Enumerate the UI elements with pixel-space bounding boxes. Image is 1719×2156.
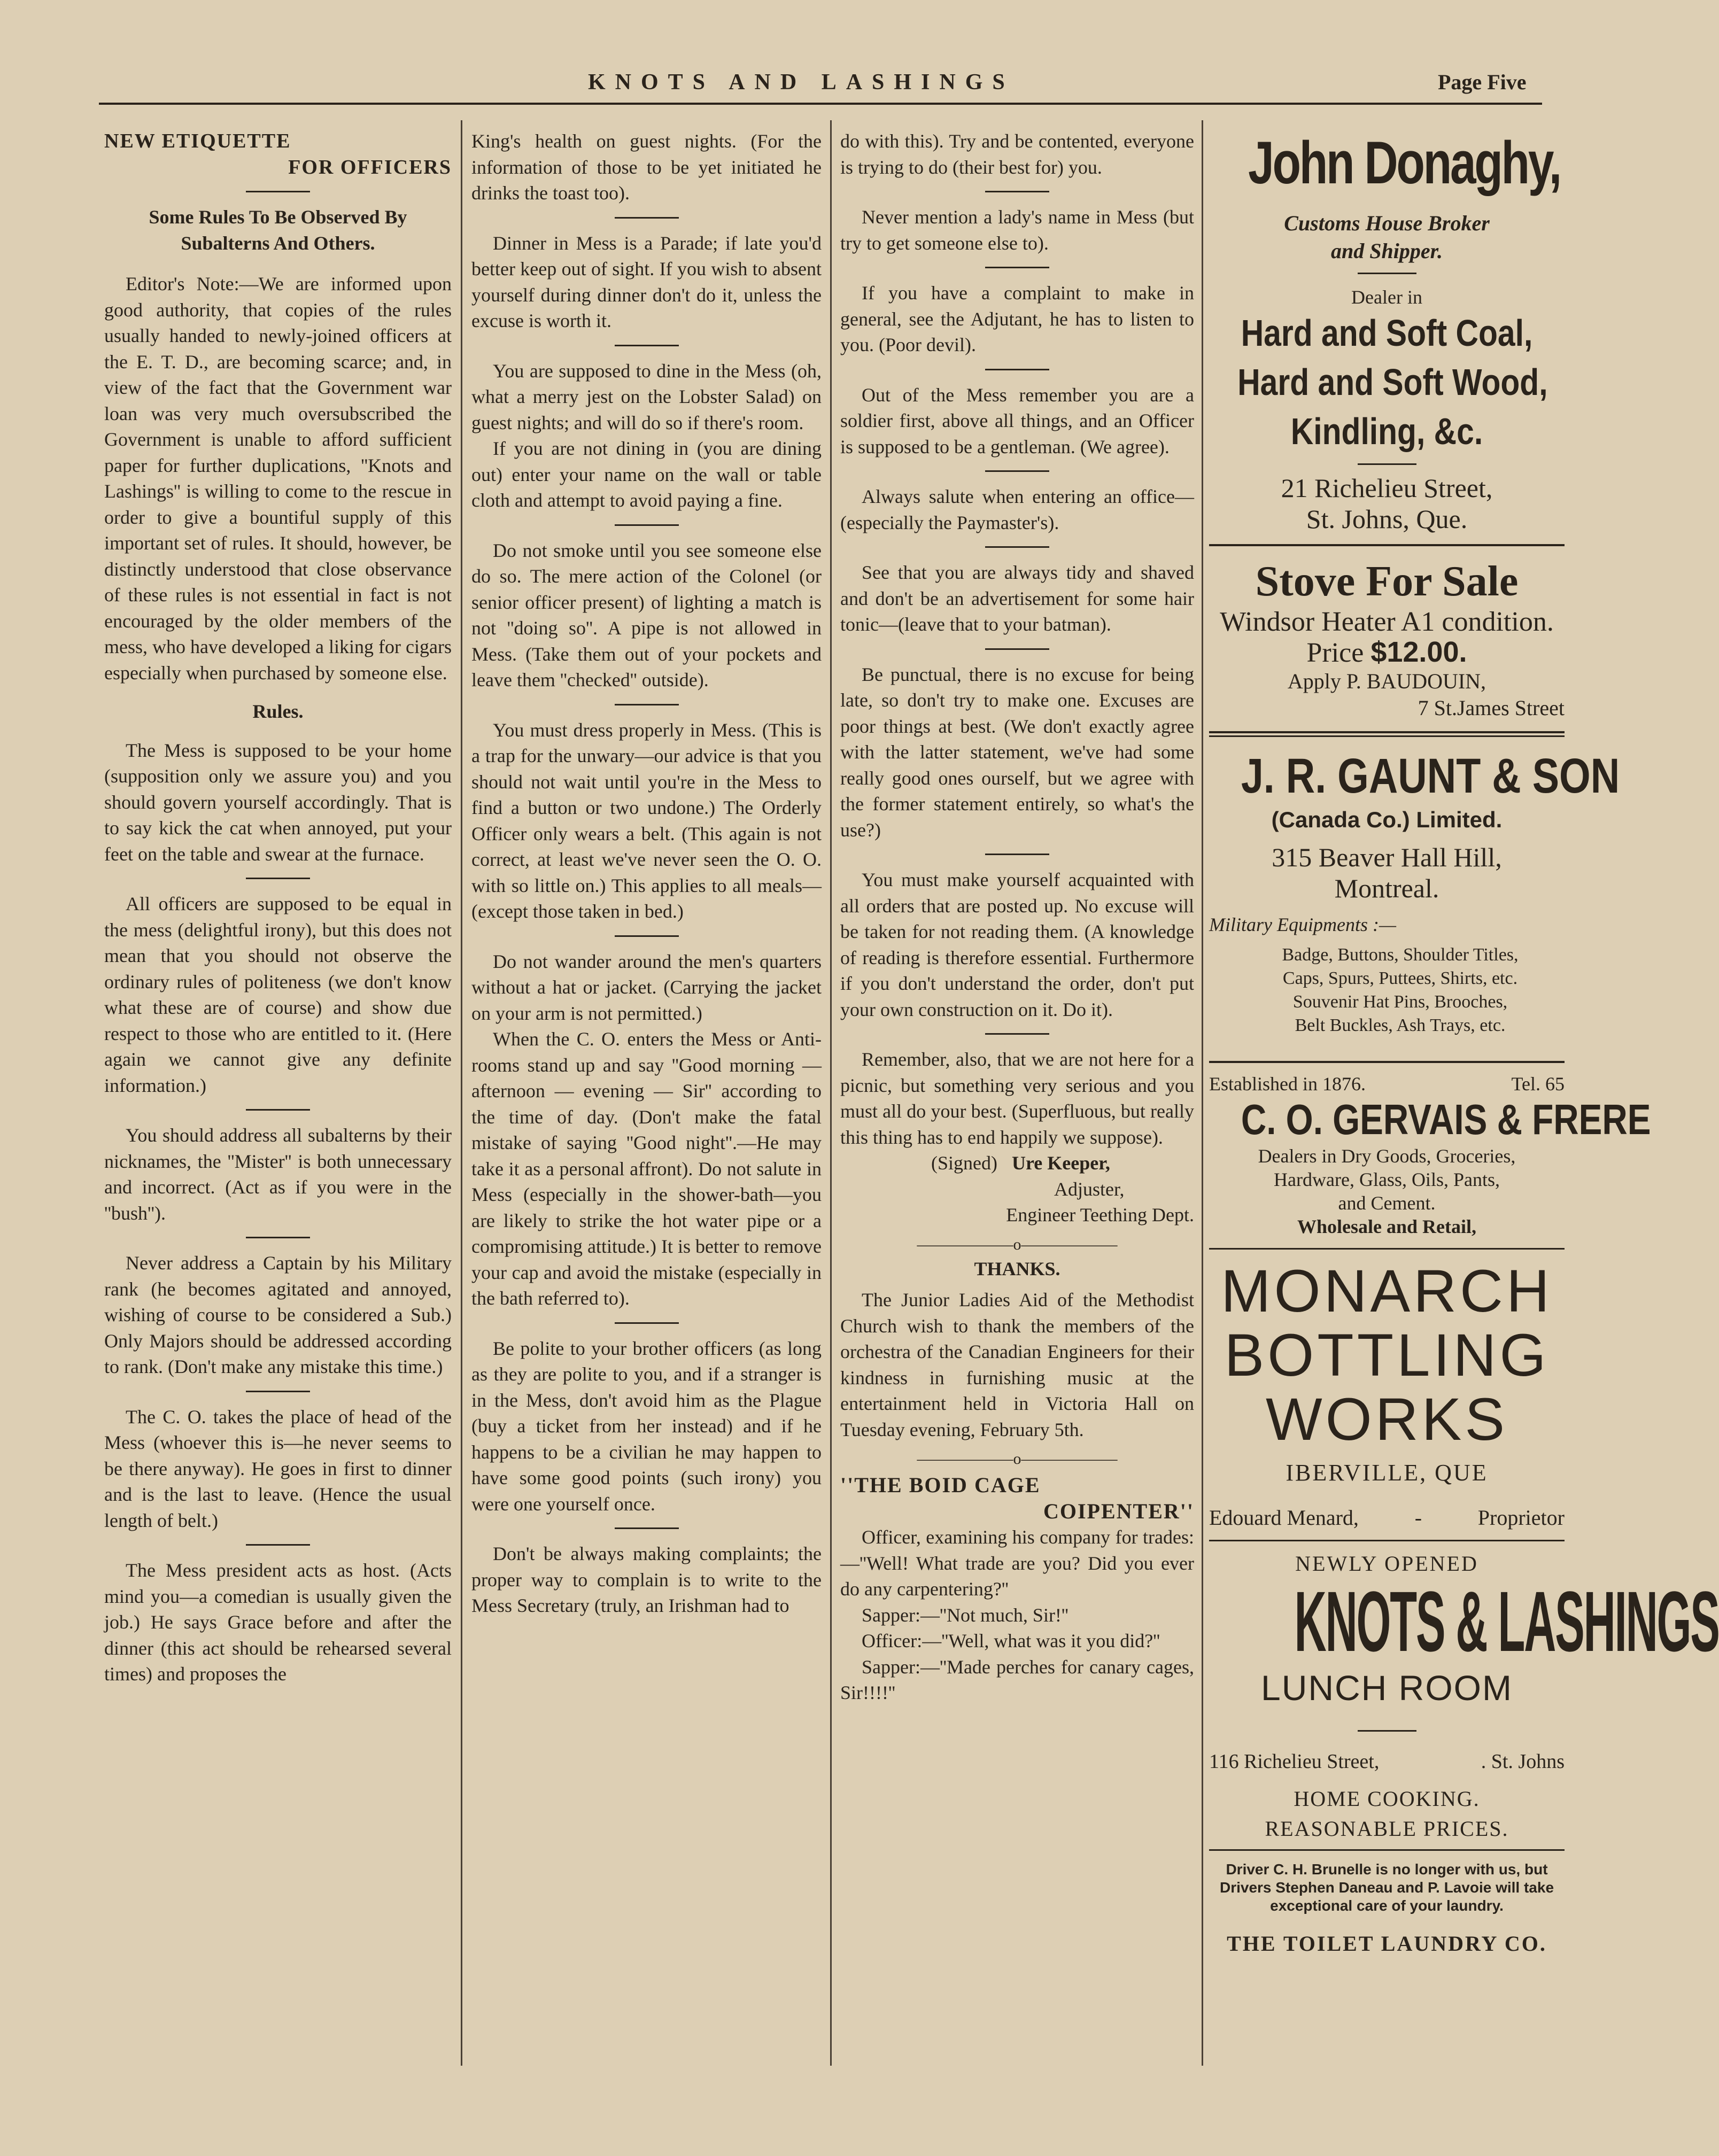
ad-lunch-prices: REASONABLE PRICES. <box>1265 1817 1509 1841</box>
divider <box>246 191 310 192</box>
ad-monarch-line: MONARCH <box>1221 1258 1553 1324</box>
thanks-body: The Junior Ladies Aid of the Methodist Church wish to thank the members of the orchestra of the Canadian Engineers for their kindness in furnishing music at the entertainment held in Victoria Hall on Tuesday evening, February 5th. <box>840 1289 1194 1440</box>
ad-laundry-name: THE TOILET LAUNDRY CO. <box>1227 1932 1547 1956</box>
ad-separator <box>1209 731 1565 737</box>
rule-paragraph: The Mess is supposed to be your home (supposition only we assure you) and you should govern yourself accordingly. That is to say kick the cat when annoyed, put your feet on the table and swear at the furnace. <box>104 739 452 865</box>
article-title: NEW ETIQUETTE <box>104 130 291 152</box>
ad-monarch-line: WORKS <box>1265 1386 1508 1453</box>
ad-gervais <box>1209 1073 1651 1238</box>
divider <box>246 1391 310 1392</box>
ad-stove-title: Stove For Sale <box>1255 558 1519 605</box>
ad-lunch-room <box>1209 1551 1719 1844</box>
ad-monarch-place: IBERVILLE, QUE <box>1286 1460 1488 1486</box>
ad-laundry-note: Driver C. H. Brunelle is no longer with us, but Drivers Stephen Daneau and P. Lavoie will take exceptional care of your laundry. <box>1219 1861 1554 1914</box>
rule-paragraph: Out of the Mess remember you are a soldier first, above all things, and an Officer is supposed to be a gentleman. (We agree). <box>840 384 1194 457</box>
divider <box>985 1033 1049 1035</box>
ad-lunch-newly: NEWLY OPENED <box>1295 1552 1478 1576</box>
rule-paragraph: Always salute when entering an office—(especially the Paymaster's). <box>840 486 1194 533</box>
ad-monarch <box>1209 1259 1565 1530</box>
column-divider <box>461 120 462 2066</box>
dialogue-line: Officer:—''Well, what was it you did?'' <box>862 1630 1160 1651</box>
rule-paragraph: You are supposed to dine in the Mess (oh, what a merry jest on the Lobster Salad) on guest nights; and will do so if there's room. <box>471 360 822 433</box>
rule-paragraph: The Mess president acts as host. (Acts mind you—a comedian is usually given the job.) He says Grace before and after the dinner (this act should be rehearsed several times) and proposes the <box>104 1560 452 1685</box>
ad-gervais-tel: Tel. 65 <box>1511 1073 1565 1095</box>
boid-title: ''THE BOID CAGE <box>840 1473 1041 1497</box>
rule-paragraph: King's health on guest nights. (For the information of those to be yet initiated he drinks the toast too). <box>471 130 822 204</box>
divider <box>1358 463 1416 465</box>
divider <box>246 1237 310 1238</box>
ad-donaghy-name: John Donaghy, <box>1248 129 1561 196</box>
ad-gervais-line: and Cement. <box>1338 1192 1436 1214</box>
article-title-line2: FOR OFFICERS <box>288 156 452 179</box>
rule-paragraph: do with this). Try and be contented, everyone is trying to do (their best for) you. <box>840 130 1194 178</box>
divider <box>985 267 1049 268</box>
section-divider: ——————o—————— <box>917 1450 1118 1468</box>
ad-gervais-name: C. O. GERVAIS & FRERE <box>1241 1096 1651 1143</box>
rule-paragraph: You should address all subalterns by their nicknames, the ''Mister'' is both unnecessary and incorrect. (Act as if you were in the ''bush''). <box>104 1124 452 1224</box>
ad-gaunt-category: Military Equipments :— <box>1209 914 1396 935</box>
dialogue-line: Sapper:—''Not much, Sir!'' <box>862 1604 1068 1626</box>
ad-gaunt <box>1209 747 1620 1037</box>
ad-gervais-line: Dealers in Dry Goods, Groceries, <box>1258 1145 1516 1167</box>
divider <box>246 1109 310 1111</box>
section-divider: ——————o—————— <box>917 1235 1118 1253</box>
header-rule <box>99 103 1542 105</box>
ad-separator <box>1209 1540 1565 1541</box>
ad-lunch-address: 116 Richelieu Street, <box>1209 1750 1380 1773</box>
thanks-heading: THANKS. <box>974 1258 1060 1279</box>
rule-paragraph: You must dress properly in Mess. (This is a trap for the unwary—our advice is that you should not wait until you're in the Mess to find a button or two undone.) The Orderly Officer only wears a belt. (This again is not correct, at least we've never seen the O. O. with so little on.) This applies to all meals—(except those taken in bed.) <box>471 719 822 922</box>
divider <box>985 191 1049 192</box>
divider <box>615 1322 679 1324</box>
divider <box>985 470 1049 472</box>
divider <box>615 217 679 219</box>
signed-label: (Signed) <box>931 1152 997 1174</box>
ad-monarch-line: BOTTLING <box>1224 1322 1550 1389</box>
editor-note: Editor's Note:—We are informed upon good authority, that copies of the rules usually handed to newly-joined officers at the E. T. D., are becoming scarce; and, in view of the fact that the Government war loan was very much oversubscribed the Government is unable to afford sufficient paper for further duplications, ''Knots and Lashings'' is willing to come to the rescue in order to give a bountiful supply of this important set of rules. It should, however, be distinctly understood that close observance of these rules is not essential in fact is not encouraged by the older members of the mess, who have developed a liking for cigars especially when purchased by someone else. <box>104 273 452 684</box>
ad-lunch-room-title: LUNCH ROOM <box>1260 1668 1513 1708</box>
dialogue-line: Officer, examining his company for trades:—''Well! What trade are you? Did you ever do any carpentering?'' <box>840 1526 1194 1600</box>
ad-separator <box>1209 1061 1565 1063</box>
signature-title: Adjuster, <box>1054 1178 1125 1200</box>
divider <box>985 369 1049 370</box>
ad-gervais-header <box>1209 1073 1565 1095</box>
ad-donaghy <box>1209 128 1565 534</box>
column-divider <box>1202 120 1203 2066</box>
ad-monarch-owner-line: Edouard Menard, - Proprietor <box>1209 1506 1565 1530</box>
rule-paragraph: Never mention a lady's name in Mess (but try to get someone else to). <box>840 206 1194 254</box>
divider <box>615 345 679 346</box>
ad-donaghy-tagline: Customs House Broker <box>1284 211 1490 235</box>
divider <box>985 648 1049 650</box>
rule-paragraph: See that you are always tidy and shaved and don't be an advertisement for some hair tonic—(leave that to your batman). <box>840 562 1194 635</box>
ad-donaghy-wood: Hard and Soft Wood, <box>1237 361 1548 403</box>
ad-donaghy-city: St. Johns, Que. <box>1306 504 1468 534</box>
masthead-title: KNOTS AND LASHINGS <box>588 70 1015 95</box>
ad-gaunt-item: Belt Buckles, Ash Trays, etc. <box>1295 1015 1506 1035</box>
ad-separator <box>1209 1248 1565 1250</box>
ad-stove-street: 7 St.James Street <box>1418 696 1565 720</box>
ad-gaunt-item: Caps, Spurs, Puttees, Shirts, etc. <box>1282 968 1518 988</box>
ad-donaghy-kindling: Kindling, &c. <box>1290 410 1483 452</box>
signature-name: Ure Keeper, <box>1011 1152 1110 1174</box>
rules-heading: Rules. <box>252 701 304 722</box>
rule-paragraph: Dinner in Mess is a Parade; if late you'd better keep out of sight. If you wish to absent yourself during dinner don't do it, unless the excuse is worth it. <box>471 232 822 331</box>
ad-stove <box>1209 556 1565 722</box>
ad-stove-apply: Apply P. BAUDOUIN, <box>1287 669 1486 693</box>
ad-gaunt-item: Souvenir Hat Pins, Brooches, <box>1292 992 1508 1012</box>
ad-monarch-role: Proprietor <box>1477 1506 1565 1530</box>
ad-gaunt-name: J. R. GAUNT & SON <box>1241 749 1620 803</box>
ad-gaunt-city: Montreal. <box>1334 873 1439 903</box>
column-2 <box>471 128 822 1619</box>
rule-paragraph: The C. O. takes the place of head of the Mess (whoever this is—he never seems to be there anyway). He goes in first to dinner and is the last to leave. (Hence the usual length of belt.) <box>104 1406 452 1531</box>
ad-stove-price: $12.00. <box>1370 636 1467 668</box>
column-1 <box>104 128 452 1687</box>
ad-donaghy-coal: Hard and Soft Coal, <box>1241 312 1533 354</box>
dialogue-line: Sapper:—''Made perches for canary cages, Sir!!!!'' <box>840 1656 1194 1703</box>
rule-paragraph: Never address a Captain by his Military rank (he becomes agitated and annoyed, wishing of course to be considered a Sub.) Only Majors should be addressed according to rank. (Don't make any mistake this time.) <box>104 1252 452 1377</box>
rule-paragraph: Be polite to your brother officers (as long as they are polite to you, and if a stranger is in the Mess, don't avoid him as the Plague (buy a ticket from her instead) and if he happens to be a civilian he may happen to have some good points (such irony) you were one yourself once. <box>471 1337 822 1515</box>
rule-paragraph: If you are not dining in (you are dining out) enter your name on the wall or table cloth and attempt to avoid paying a fine. <box>471 438 822 511</box>
ad-gaunt-address: 315 Beaver Hall Hill, <box>1272 842 1502 872</box>
ad-separator <box>1209 544 1565 546</box>
divider <box>985 854 1049 855</box>
ad-donaghy-tagline2: and Shipper. <box>1331 239 1443 263</box>
divider <box>615 1527 679 1529</box>
boid-title-line2: COIPENTER'' <box>1043 1499 1194 1523</box>
divider <box>1358 273 1416 274</box>
divider <box>985 546 1049 548</box>
signature-dept: Engineer Teething Dept. <box>1006 1204 1194 1226</box>
ad-gaunt-item: Badge, Buttons, Shoulder Titles, <box>1282 945 1519 965</box>
ad-lunch-knots: KNOTS & LASHINGS <box>1294 1573 1719 1669</box>
divider <box>615 524 679 526</box>
rule-paragraph: All officers are supposed to be equal in the mess (delightful irony), but this does not mean that you should not observe the ordinary rules of politeness (we don't know what these are of course) and show due respect to those who are entitled to it. (Here again we cannot give any definite information.) <box>104 893 452 1096</box>
divider <box>1358 1730 1416 1732</box>
ad-gervais-line: Wholesale and Retail, <box>1297 1216 1476 1237</box>
divider <box>615 704 679 705</box>
rule-paragraph: Do not smoke until you see someone else do so. The mere action of the Colonel (or senior officer present) of lighting a match is not ''doing so''. A pipe is not allowed in Mess. (Take them out of your pockets and leave them ''checked'' outside). <box>471 539 822 691</box>
ad-gervais-established: Established in 1876. <box>1209 1073 1366 1095</box>
rule-paragraph: Do not wander around the men's quarters without a hat or jacket. (Carrying the jacket on your arm is not permitted.) <box>471 950 822 1024</box>
divider <box>246 1544 310 1546</box>
ad-lunch-city: . St. Johns <box>1481 1750 1565 1773</box>
divider <box>615 935 679 937</box>
ad-stove-body: Windsor Heater A1 condition. Price $12.00. <box>1220 607 1554 668</box>
divider <box>246 878 310 879</box>
article-subtitle: Some Rules To Be Observed By Subalterns And Others. <box>149 206 407 254</box>
column-divider <box>830 120 832 2066</box>
rule-paragraph: Remember, also, that we are not here for a picnic, but something very serious and you must all do your best. (Superfluous, but really this thing has to end happily we suppose). <box>840 1049 1194 1148</box>
page-number: Page Five <box>1438 70 1527 94</box>
signature-line <box>840 1150 1194 1176</box>
ad-lunch-address-line <box>1209 1750 1565 1773</box>
rule-paragraph: Be punctual, there is no excuse for being late, so don't try to make one. Excuses are poor things at best. (We don't exactly agree with the latter statement, we've had some really good ones ourself, but we agree with the former statement entirely, so what's the use?) <box>840 663 1194 841</box>
advertisements-column <box>1209 128 1719 1956</box>
ad-monarch-owner: Edouard Menard, <box>1209 1506 1359 1530</box>
rule-paragraph: Don't be always making complaints; the proper way to complain is to write to the Mess Secretary (truly, an Irishman had to <box>471 1543 822 1616</box>
rule-paragraph: You must make yourself acquainted with all orders that are posted up. No excuse will be taken for not reading them. (A knowledge of reading is therefore essential. Furthermore if you don't understand the order, don't put your own construction on it. Do it). <box>840 869 1194 1020</box>
ad-lunch-home: HOME COOKING. <box>1294 1787 1480 1811</box>
rule-paragraph: When the C. O. enters the Mess or Anti-rooms stand up and say ''Good morning — afternoon — evening — Sir'' according to the time of day. (Don't make the fatal mistake of saying ''Good night''.—He may take it as a personal affront). Do not salute in Mess (especially in the shower-bath—you are likely to strike the hot water pipe or a compromising attitude.) It is better to remove your cap and avoid the mistake (especially in the bath referred to). <box>471 1028 822 1309</box>
column-3 <box>840 128 1194 1706</box>
ad-laundry <box>1209 1860 1565 1956</box>
ad-donaghy-dealer: Dealer in <box>1351 286 1422 308</box>
ad-gaunt-company: (Canada Co.) Limited. <box>1271 807 1503 832</box>
ad-separator <box>1209 1849 1565 1851</box>
ad-gervais-line: Hardware, Glass, Oils, Pants, <box>1274 1169 1500 1190</box>
ad-donaghy-address: 21 Richelieu Street, <box>1281 473 1493 503</box>
rule-paragraph: If you have a complaint to make in general, see the Adjutant, he has to listen to you. (Poor devil). <box>840 282 1194 355</box>
